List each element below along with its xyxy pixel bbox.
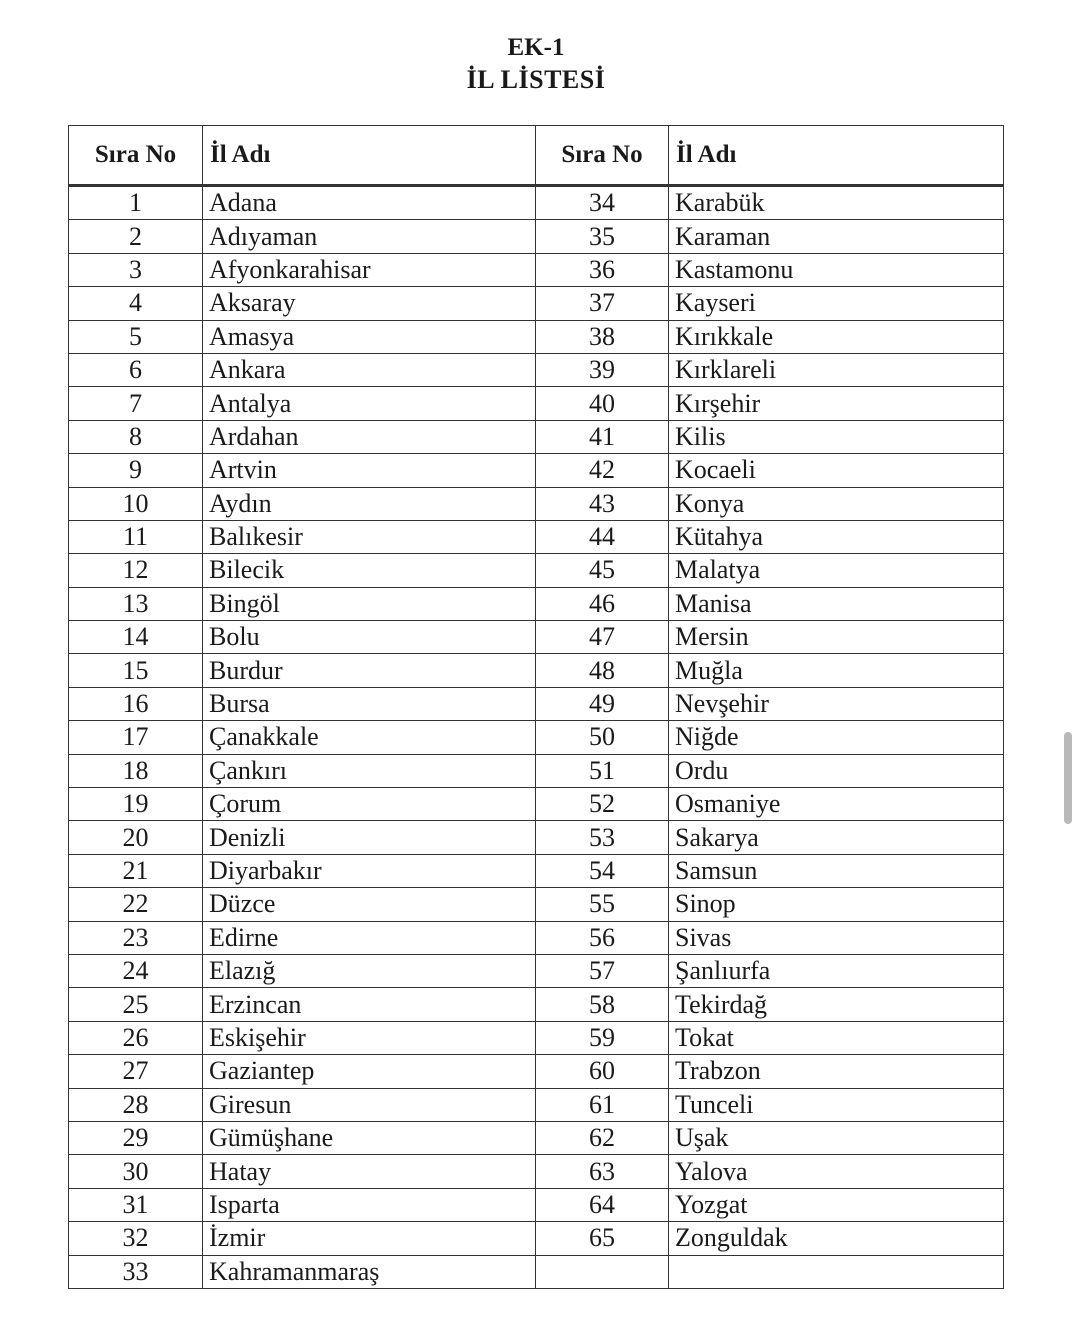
sira-no-right-cell bbox=[536, 1255, 669, 1288]
sira-no-left-cell: 32 bbox=[69, 1222, 203, 1255]
sira-no-left-cell: 5 bbox=[69, 320, 203, 353]
il-adi-left-cell: Amasya bbox=[203, 320, 536, 353]
table-row bbox=[69, 353, 1004, 386]
il-adi-left-cell: Aydın bbox=[203, 487, 536, 520]
il-adi-right-cell: Osmaniye bbox=[669, 788, 1004, 821]
table-row bbox=[69, 1055, 1004, 1088]
table-row bbox=[69, 487, 1004, 520]
table-row bbox=[69, 287, 1004, 320]
sira-no-right-cell: 42 bbox=[536, 454, 669, 487]
il-adi-left-cell: Afyonkarahisar bbox=[203, 253, 536, 286]
sira-no-right-cell: 46 bbox=[536, 587, 669, 620]
sira-no-left-cell: 31 bbox=[69, 1188, 203, 1221]
il-adi-left-cell: Bingöl bbox=[203, 587, 536, 620]
sira-no-left-cell: 6 bbox=[69, 353, 203, 386]
sira-no-left-cell: 23 bbox=[69, 921, 203, 954]
table-row bbox=[69, 1222, 1004, 1255]
sira-no-left-cell: 30 bbox=[69, 1155, 203, 1188]
sira-no-right-cell: 38 bbox=[536, 320, 669, 353]
table-row bbox=[69, 654, 1004, 687]
table-row bbox=[69, 1155, 1004, 1188]
sira-no-right-cell: 39 bbox=[536, 353, 669, 386]
sira-no-right-cell: 55 bbox=[536, 888, 669, 921]
sira-no-left-cell: 4 bbox=[69, 287, 203, 320]
table-body bbox=[69, 186, 1004, 1289]
il-adi-left-cell: Ardahan bbox=[203, 420, 536, 453]
il-adi-right-cell: Konya bbox=[669, 487, 1004, 520]
il-adi-right-cell: Zonguldak bbox=[669, 1222, 1004, 1255]
il-adi-right-cell: Karaman bbox=[669, 220, 1004, 253]
sira-no-right-cell: 43 bbox=[536, 487, 669, 520]
il-adi-left-cell: Adana bbox=[203, 186, 536, 220]
sira-no-right-cell: 60 bbox=[536, 1055, 669, 1088]
il-adi-right-cell: Ordu bbox=[669, 754, 1004, 787]
il-adi-right-cell: Manisa bbox=[669, 587, 1004, 620]
table-row bbox=[69, 420, 1004, 453]
sira-no-left-cell: 33 bbox=[69, 1255, 203, 1288]
sira-no-right-cell: 53 bbox=[536, 821, 669, 854]
column-header-il-adi-left: İl Adı bbox=[203, 126, 536, 186]
sira-no-right-cell: 59 bbox=[536, 1021, 669, 1054]
sira-no-right-cell: 57 bbox=[536, 954, 669, 987]
table-row bbox=[69, 921, 1004, 954]
il-adi-left-cell: Burdur bbox=[203, 654, 536, 687]
sira-no-right-cell: 50 bbox=[536, 721, 669, 754]
il-adi-left-cell: Diyarbakır bbox=[203, 854, 536, 887]
sira-no-left-cell: 7 bbox=[69, 387, 203, 420]
sira-no-left-cell: 1 bbox=[69, 186, 203, 220]
sira-no-left-cell: 11 bbox=[69, 520, 203, 553]
sira-no-right-cell: 36 bbox=[536, 253, 669, 286]
il-adi-left-cell: Balıkesir bbox=[203, 520, 536, 553]
il-adi-right-cell: Mersin bbox=[669, 621, 1004, 654]
il-adi-right-cell: Tunceli bbox=[669, 1088, 1004, 1121]
sira-no-right-cell: 51 bbox=[536, 754, 669, 787]
il-adi-left-cell: Erzincan bbox=[203, 988, 536, 1021]
sira-no-right-cell: 52 bbox=[536, 788, 669, 821]
il-adi-right-cell: Uşak bbox=[669, 1121, 1004, 1154]
table-row bbox=[69, 1255, 1004, 1288]
sira-no-left-cell: 19 bbox=[69, 788, 203, 821]
il-adi-right-cell: Trabzon bbox=[669, 1055, 1004, 1088]
sira-no-right-cell: 62 bbox=[536, 1121, 669, 1154]
il-adi-left-cell: Bolu bbox=[203, 621, 536, 654]
il-adi-left-cell: Artvin bbox=[203, 454, 536, 487]
table-row bbox=[69, 454, 1004, 487]
il-adi-right-cell bbox=[669, 1255, 1004, 1288]
sira-no-left-cell: 26 bbox=[69, 1021, 203, 1054]
province-table bbox=[68, 125, 1004, 1289]
il-adi-left-cell: Giresun bbox=[203, 1088, 536, 1121]
sira-no-left-cell: 14 bbox=[69, 621, 203, 654]
sira-no-left-cell: 25 bbox=[69, 988, 203, 1021]
sira-no-left-cell: 17 bbox=[69, 721, 203, 754]
sira-no-left-cell: 8 bbox=[69, 420, 203, 453]
il-adi-left-cell: Düzce bbox=[203, 888, 536, 921]
il-adi-right-cell: Niğde bbox=[669, 721, 1004, 754]
il-adi-right-cell: Kayseri bbox=[669, 287, 1004, 320]
il-adi-right-cell: Malatya bbox=[669, 554, 1004, 587]
sira-no-right-cell: 44 bbox=[536, 520, 669, 553]
sira-no-right-cell: 35 bbox=[536, 220, 669, 253]
document-code: EK-1 bbox=[507, 34, 565, 61]
sira-no-right-cell: 63 bbox=[536, 1155, 669, 1188]
il-adi-left-cell: Kahramanmaraş bbox=[203, 1255, 536, 1288]
il-adi-right-cell: Yalova bbox=[669, 1155, 1004, 1188]
sira-no-right-cell: 65 bbox=[536, 1222, 669, 1255]
il-adi-left-cell: Çanakkale bbox=[203, 721, 536, 754]
table-row bbox=[69, 520, 1004, 553]
il-adi-right-cell: Kırklareli bbox=[669, 353, 1004, 386]
il-adi-left-cell: Adıyaman bbox=[203, 220, 536, 253]
sira-no-right-cell: 54 bbox=[536, 854, 669, 887]
sira-no-left-cell: 10 bbox=[69, 487, 203, 520]
sira-no-right-cell: 37 bbox=[536, 287, 669, 320]
table-row bbox=[69, 1188, 1004, 1221]
table-row bbox=[69, 954, 1004, 987]
sira-no-right-cell: 48 bbox=[536, 654, 669, 687]
il-adi-right-cell: Muğla bbox=[669, 654, 1004, 687]
sira-no-left-cell: 15 bbox=[69, 654, 203, 687]
il-adi-right-cell: Yozgat bbox=[669, 1188, 1004, 1221]
il-adi-left-cell: Edirne bbox=[203, 921, 536, 954]
sira-no-right-cell: 58 bbox=[536, 988, 669, 1021]
table-row bbox=[69, 320, 1004, 353]
table-row bbox=[69, 253, 1004, 286]
table-row bbox=[69, 554, 1004, 587]
sira-no-left-cell: 28 bbox=[69, 1088, 203, 1121]
table-row bbox=[69, 788, 1004, 821]
il-adi-right-cell: Nevşehir bbox=[669, 687, 1004, 720]
table-row bbox=[69, 587, 1004, 620]
il-adi-left-cell: Gaziantep bbox=[203, 1055, 536, 1088]
il-adi-left-cell: Antalya bbox=[203, 387, 536, 420]
table-row bbox=[69, 721, 1004, 754]
sira-no-right-cell: 41 bbox=[536, 420, 669, 453]
sira-no-left-cell: 12 bbox=[69, 554, 203, 587]
sira-no-left-cell: 29 bbox=[69, 1121, 203, 1154]
table-row bbox=[69, 220, 1004, 253]
table-row bbox=[69, 687, 1004, 720]
il-adi-left-cell: Bursa bbox=[203, 687, 536, 720]
page-header bbox=[0, 32, 1072, 96]
table-row bbox=[69, 186, 1004, 220]
il-adi-right-cell: Kastamonu bbox=[669, 253, 1004, 286]
sira-no-right-cell: 64 bbox=[536, 1188, 669, 1221]
sira-no-left-cell: 13 bbox=[69, 587, 203, 620]
il-adi-left-cell: Isparta bbox=[203, 1188, 536, 1221]
column-header-sira-no-left: Sıra No bbox=[69, 126, 203, 186]
table-row bbox=[69, 387, 1004, 420]
sira-no-left-cell: 18 bbox=[69, 754, 203, 787]
table-row bbox=[69, 754, 1004, 787]
il-adi-right-cell: Tokat bbox=[669, 1021, 1004, 1054]
il-adi-right-cell: Kütahya bbox=[669, 520, 1004, 553]
sira-no-right-cell: 45 bbox=[536, 554, 669, 587]
table-row bbox=[69, 854, 1004, 887]
sira-no-right-cell: 61 bbox=[536, 1088, 669, 1121]
table-row bbox=[69, 1121, 1004, 1154]
table-row bbox=[69, 1021, 1004, 1054]
scroll-indicator[interactable] bbox=[1064, 732, 1072, 824]
sira-no-left-cell: 21 bbox=[69, 854, 203, 887]
il-adi-right-cell: Samsun bbox=[669, 854, 1004, 887]
sira-no-right-cell: 34 bbox=[536, 186, 669, 220]
il-adi-right-cell: Kırıkkale bbox=[669, 320, 1004, 353]
sira-no-left-cell: 24 bbox=[69, 954, 203, 987]
il-adi-right-cell: Kilis bbox=[669, 420, 1004, 453]
sira-no-right-cell: 47 bbox=[536, 621, 669, 654]
il-adi-right-cell: Karabük bbox=[669, 186, 1004, 220]
sira-no-left-cell: 16 bbox=[69, 687, 203, 720]
sira-no-left-cell: 3 bbox=[69, 253, 203, 286]
sira-no-right-cell: 56 bbox=[536, 921, 669, 954]
il-adi-left-cell: Çankırı bbox=[203, 754, 536, 787]
il-adi-right-cell: Tekirdağ bbox=[669, 988, 1004, 1021]
il-adi-left-cell: Gümüşhane bbox=[203, 1121, 536, 1154]
sira-no-left-cell: 22 bbox=[69, 888, 203, 921]
il-adi-left-cell: Elazığ bbox=[203, 954, 536, 987]
sira-no-right-cell: 49 bbox=[536, 687, 669, 720]
table-row bbox=[69, 988, 1004, 1021]
table-header-row bbox=[69, 126, 1004, 186]
table-row bbox=[69, 821, 1004, 854]
sira-no-right-cell: 40 bbox=[536, 387, 669, 420]
table-row bbox=[69, 1088, 1004, 1121]
column-header-sira-no-right: Sıra No bbox=[536, 126, 669, 186]
il-adi-right-cell: Sinop bbox=[669, 888, 1004, 921]
sira-no-left-cell: 20 bbox=[69, 821, 203, 854]
sira-no-left-cell: 2 bbox=[69, 220, 203, 253]
table-row bbox=[69, 621, 1004, 654]
il-adi-right-cell: Şanlıurfa bbox=[669, 954, 1004, 987]
il-adi-right-cell: Kocaeli bbox=[669, 454, 1004, 487]
il-adi-right-cell: Sivas bbox=[669, 921, 1004, 954]
il-adi-right-cell: Sakarya bbox=[669, 821, 1004, 854]
sira-no-left-cell: 27 bbox=[69, 1055, 203, 1088]
il-adi-left-cell: Bilecik bbox=[203, 554, 536, 587]
table-row bbox=[69, 888, 1004, 921]
il-adi-left-cell: İzmir bbox=[203, 1222, 536, 1255]
column-header-il-adi-right: İl Adı bbox=[669, 126, 1004, 186]
il-adi-left-cell: Ankara bbox=[203, 353, 536, 386]
page-title: İL LİSTESİ bbox=[466, 65, 606, 94]
il-adi-left-cell: Aksaray bbox=[203, 287, 536, 320]
sira-no-left-cell: 9 bbox=[69, 454, 203, 487]
il-adi-left-cell: Eskişehir bbox=[203, 1021, 536, 1054]
il-adi-left-cell: Çorum bbox=[203, 788, 536, 821]
il-adi-left-cell: Hatay bbox=[203, 1155, 536, 1188]
il-adi-left-cell: Denizli bbox=[203, 821, 536, 854]
il-adi-right-cell: Kırşehir bbox=[669, 387, 1004, 420]
